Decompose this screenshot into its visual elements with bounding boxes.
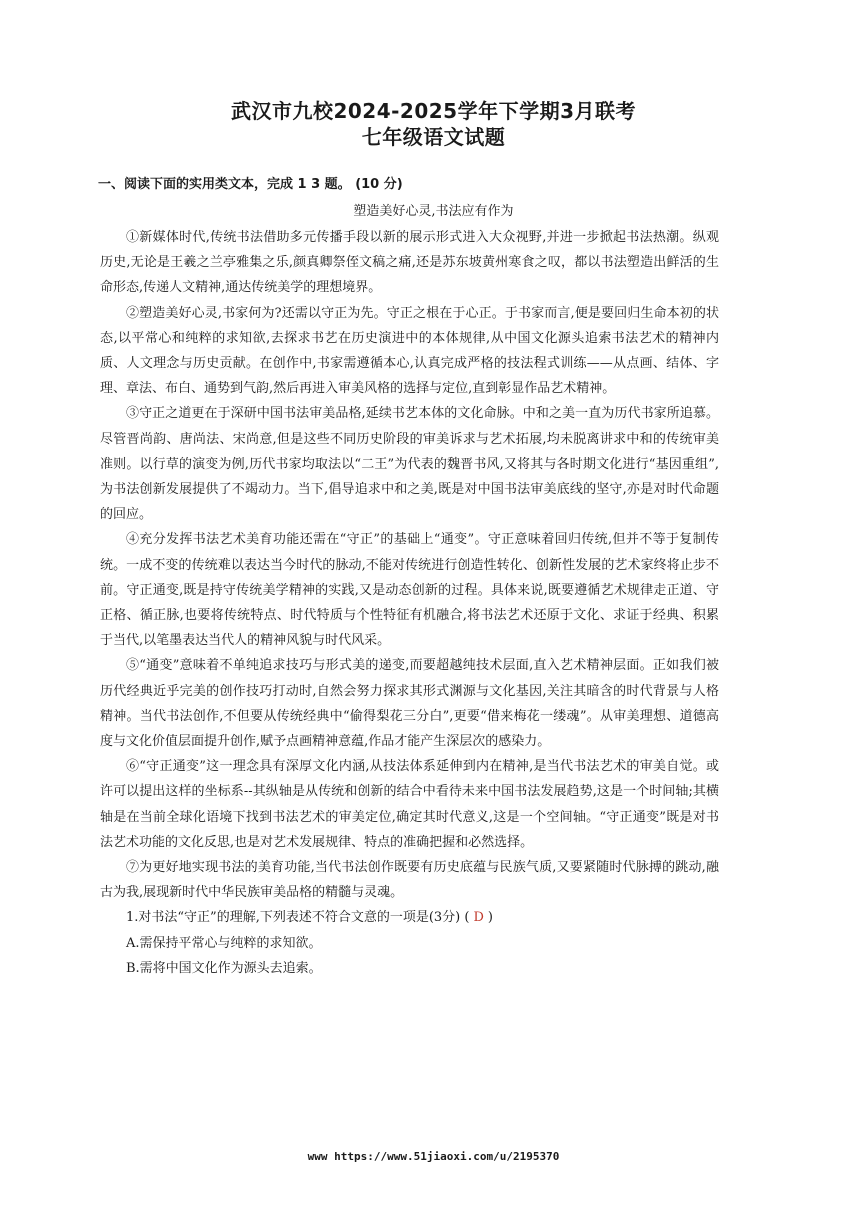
- paragraph-2: ②塑造美好心灵,书家何为?还需以守正为先。守正之根在于心正。于书家而言,便是要回归生命本初的状态,以平常心和纯粹的求知欲,去探求书艺在历史演进中的本体规律,从中国文化源头追索书法艺术的精神内质、人文理念与历史贡献。在创作中,书家需遵循本心,认真完成严格的技法程式训练——从点画、结体、字理、章法、布白、通势到气韵,然后再进入审美风格的选择与定位,直到彰显作品艺术精神。: [100, 305, 719, 397]
- option-b: B.需将中国文化作为源头去追索。: [126, 960, 322, 976]
- section-heading: 一、阅读下面的实用类文本，完成 1 3 题。 (10 分): [98, 177, 403, 192]
- paragraph-3: ③守正之道更在于深研中国书法审美品格,延续书艺本体的文化命脉。中和之美一直为历代书家所追慕。尽管晋尚韵、唐尚法、宋尚意,但是这些不同历史阶段的审美诉求与艺术拓展,均未脱离讲求中和的传统审美准则。以行草的演变为例,历代书家均取法以“二王”为代表的魏晋书风,又将其与各时期文化进行“基因重组”,为书法创新发展提供了不竭动力。当下,倡导追求中和之美,既是对中国书法审美底线的坚守,亦是对时代命题的回应。: [100, 406, 719, 523]
- question-answer: D: [473, 910, 484, 926]
- paragraph-7: ⑦为更好地实现书法的美育功能,当代书法创作既要有历史底蕴与民族气质,又要紧随时代脉搏的跳动,融古为我,展现新时代中华民族审美品格的精髓与灵魂。: [100, 860, 719, 901]
- question-close: ): [487, 910, 493, 926]
- paragraph-4: ④充分发挥书法艺术美育功能还需在“守正”的基础上“通变”。守正意味着回归传统,但并不等于复制传统。一成不变的传统难以表达当今时代的脉动,不能对传统进行创造性转化、创新性发展的艺术家终将止步不前。守正通变,既是持守传统美学精神的实践,又是动态创新的过程。具体来说,既要遵循艺术规律走正道、守正格、循正脉,也要将传统特点、时代特质与个性特征有机融合,将书法艺术还原于文化、求证于经典、积累于当代,以笔墨表达当代人的精神风貌与时代风采。: [100, 532, 719, 649]
- question-1: [100, 905, 719, 930]
- article-title: 塑造美好心灵,书法应有作为: [353, 204, 514, 219]
- exam-subtitle: 七年级语文试题: [361, 125, 506, 149]
- article-body: [100, 225, 719, 981]
- footer-watermark-url: www https://www.51jiaoxi.com/u/2195370: [307, 1150, 560, 1163]
- paragraph-1: ①新媒体时代,传统书法借助多元传播手段以新的展示形式进入大众视野,并进一步掀起书法热潮。纵观历史,无论是王羲之兰亭雅集之乐,颜真卿祭侄文稿之痛,还是苏东坡黄州寒食之叹，都以书法塑造出鲜活的生命形态,传递人文精神,通达传统美学的理想境界。: [100, 230, 719, 296]
- exam-title: 武汉市九校2024-2025学年下学期3月联考: [230, 99, 637, 123]
- question-text: 1.对书法“守正”的理解,下列表述不符合文意的一项是(3分) (: [126, 910, 470, 926]
- paragraph-6: ⑥“守正通变”这一理念具有深厚文化内涵,从技法体系延伸到内在精神,是当代书法艺术的审美自觉。或许可以提出这样的坐标系--其纵轴是从传统和创新的结合中看待未来中国书法发展趋势,这是一个时间轴;其横轴是在当前全球化语境下找到书法艺术的审美定位,确定其时代意义,这是一个空间轴。“守正通变”既是对书法艺术功能的文化反思,也是对艺术发展规律、特点的准确把握和必然选择。: [100, 759, 719, 850]
- option-a: A.需保持平常心与纯粹的求知欲。: [126, 935, 322, 951]
- paragraph-5: ⑤“通变”意味着不单纯追求技巧与形式美的递变,而要超越纯技术层面,直入艺术精神层面。正如我们被历代经典近乎完美的创作技巧打动时,自然会努力探求其形式渊源与文化基因,关注其暗含的时代背景与人格精神。当代书法创作,不但要从传统经典中“偷得梨花三分白”,更要“借来梅花一缕魂”。从审美理想、道德高度与文化价值层面提升创作,赋予点画精神意蕴,作品才能产生深层次的感染力。: [100, 658, 719, 750]
